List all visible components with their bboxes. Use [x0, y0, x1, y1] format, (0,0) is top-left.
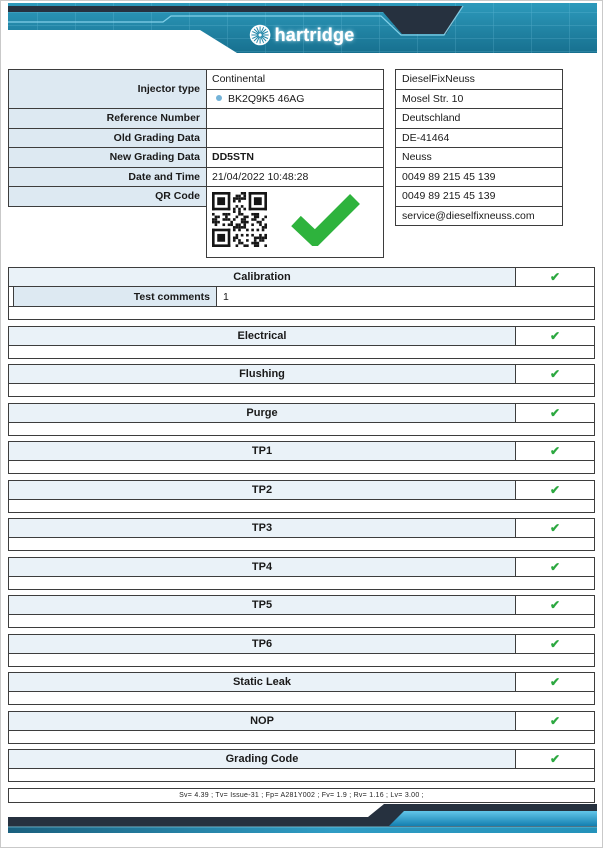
- brand-logo-text: hartridge: [274, 24, 355, 45]
- pass-check-icon: ✔: [549, 713, 561, 728]
- datetime-value: 21/04/2022 10:48:28: [207, 167, 384, 187]
- test-section-box: [8, 749, 595, 782]
- injector-code-value: BK2Q9K5 46AG: [207, 89, 384, 109]
- qr-result-cell: [207, 187, 384, 258]
- test-section-body: [9, 769, 594, 781]
- test-section-header: [9, 558, 594, 577]
- pass-check-icon: ✔: [549, 521, 561, 535]
- pass-check-icon: ✔: [549, 752, 561, 766]
- test-section-body: [9, 538, 594, 550]
- test-section-header: [9, 750, 594, 769]
- pass-check-icon: ✔: [549, 405, 561, 420]
- test-section-title: TP2: [9, 481, 516, 499]
- pass-check-icon: ✔: [549, 270, 561, 284]
- contact-company: DieselFixNeuss: [396, 70, 563, 90]
- old-grading-value: [207, 128, 384, 148]
- test-section-body: [9, 500, 594, 512]
- injector-type-label: Injector type: [9, 70, 207, 109]
- contact-country: Deutschland: [396, 109, 563, 129]
- test-section-box: [8, 595, 595, 628]
- test-section-header: [9, 442, 594, 461]
- contact-street: Mosel Str. 10: [396, 89, 563, 109]
- contact-email: service@dieselfixneuss.com: [396, 206, 563, 226]
- test-sections: [8, 267, 595, 803]
- test-section-box: [8, 557, 595, 590]
- brand-logo: [249, 24, 355, 46]
- test-section-box: [8, 711, 595, 744]
- test-section-title: Grading Code: [9, 750, 516, 768]
- test-section-box: [8, 267, 595, 320]
- test-section-body: [9, 731, 594, 743]
- test-section-body: [9, 307, 594, 319]
- injector-info-table: [8, 69, 563, 258]
- test-section-title: NOP: [9, 712, 516, 730]
- test-comments-value: 1: [223, 290, 229, 303]
- test-section-title: TP1: [9, 442, 516, 460]
- test-section-title: TP5: [9, 596, 516, 614]
- new-grading-value: DD5STN: [207, 148, 384, 168]
- new-grading-label: New Grading Data: [9, 148, 207, 168]
- reference-number-value: [207, 109, 384, 129]
- test-section-title: Static Leak: [9, 673, 516, 691]
- contact-city: Neuss: [396, 148, 563, 168]
- datetime-label: Date and Time: [9, 167, 207, 187]
- pass-check-icon: ✔: [549, 636, 561, 651]
- bullet-icon: [216, 95, 222, 101]
- pass-check-icon: ✔: [549, 675, 561, 689]
- test-section-title: Purge: [9, 404, 516, 422]
- test-section-header: [9, 519, 594, 538]
- pass-check-icon: [289, 194, 363, 246]
- test-section-body: [9, 384, 594, 396]
- test-section-header: [9, 481, 594, 500]
- pass-check-icon: ✔: [549, 598, 561, 612]
- test-section-box: [8, 403, 595, 436]
- test-section-box: [8, 480, 595, 513]
- logo-wheel-icon: [249, 24, 271, 46]
- injector-make-value: Continental: [207, 70, 384, 90]
- footer-banner: [0, 800, 603, 840]
- qr-code-label: QR Code: [9, 187, 207, 207]
- test-section-header: [9, 404, 594, 423]
- test-section-title: Calibration: [9, 268, 516, 286]
- old-grading-label: Old Grading Data: [9, 128, 207, 148]
- test-section-header: [9, 596, 594, 615]
- column-gap: [384, 70, 396, 90]
- test-section-title: Electrical: [9, 327, 516, 345]
- pass-check-icon: ✔: [549, 482, 561, 497]
- test-section-header: [9, 712, 594, 731]
- version-info-text: Sv= 4.39 ; Tv= Issue-31 ; Fp= A281Y002 ; Fv= 1.9 ; Rv= 1.16 ; Lv= 3.00 ;: [179, 791, 424, 799]
- test-section-title: TP4: [9, 558, 516, 576]
- test-section-box: [8, 441, 595, 474]
- test-section-header: [9, 673, 594, 692]
- pass-check-icon: ✔: [549, 328, 561, 343]
- test-section-header: [9, 268, 594, 287]
- test-section-box: [8, 518, 595, 551]
- test-section-header: [9, 327, 594, 346]
- test-section-body: [9, 346, 594, 358]
- pass-check-icon: ✔: [549, 559, 561, 574]
- test-section-box: [8, 672, 595, 705]
- pass-check-icon: ✔: [549, 367, 561, 381]
- pass-check-icon: ✔: [549, 444, 561, 458]
- test-section-box: [8, 634, 595, 667]
- contact-postcode: DE-41464: [396, 128, 563, 148]
- test-section-body: [9, 423, 594, 435]
- test-section-header: [9, 635, 594, 654]
- header-banner: [0, 0, 603, 60]
- test-section-body: [9, 615, 594, 627]
- qr-code: [212, 192, 267, 247]
- contact-phone-1: 0049 89 215 45 139: [396, 167, 563, 187]
- test-section-body: [9, 577, 594, 589]
- test-section-header: [9, 365, 594, 384]
- test-section-body: [9, 461, 594, 473]
- test-section-title: Flushing: [9, 365, 516, 383]
- test-section-title: TP3: [9, 519, 516, 537]
- test-section-title: TP6: [9, 635, 516, 653]
- reference-number-label: Reference Number: [9, 109, 207, 129]
- test-comments-label: Test comments: [13, 287, 217, 306]
- contact-phone-2: 0049 89 215 45 139: [396, 187, 563, 207]
- test-section-box: [8, 326, 595, 359]
- test-section-body: [9, 654, 594, 666]
- test-comments-row: [9, 287, 594, 307]
- test-section-box: [8, 364, 595, 397]
- test-section-body: [9, 692, 594, 704]
